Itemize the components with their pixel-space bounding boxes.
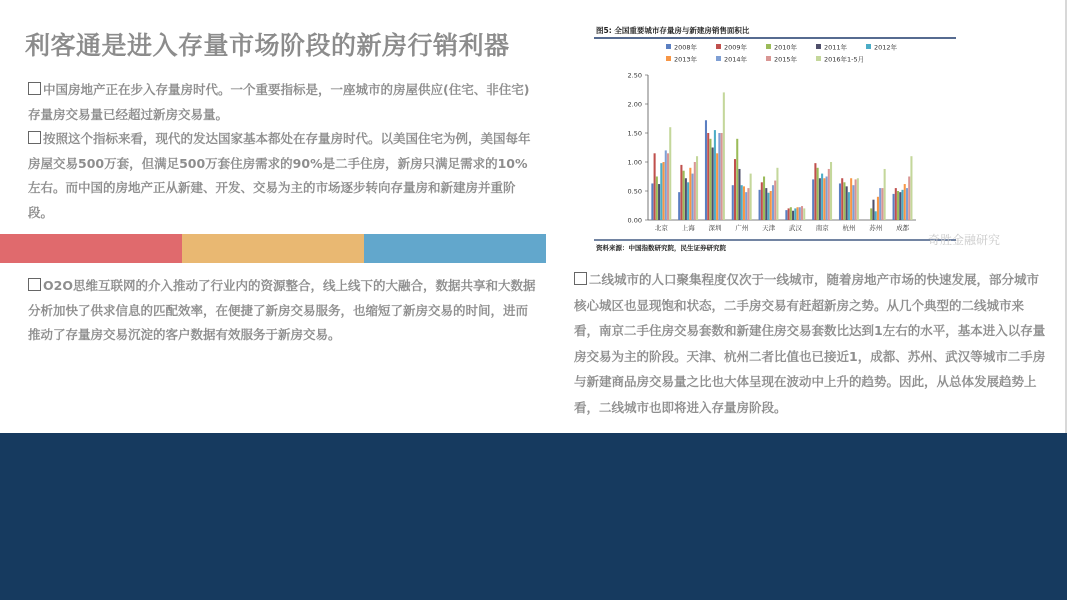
intro-bullet-2 [28, 127, 540, 225]
bar-5-2 [790, 207, 792, 220]
chart-source: 资料来源：中国指数研究院，民生证券研究院 [596, 244, 726, 252]
bar-1-4 [687, 182, 689, 220]
legend-swatch-8 [816, 56, 821, 61]
bar-4-8 [776, 168, 778, 220]
bar-8-2 [870, 208, 872, 220]
y-tick-label-0: 0.00 [627, 216, 642, 225]
bar-3-8 [750, 174, 752, 220]
bar-5-8 [803, 208, 805, 220]
bar-7-5 [850, 178, 852, 220]
x-tick-label-2: 深圳 [708, 224, 722, 232]
bar-1-7 [694, 162, 696, 220]
legend-label-8: 2016年1-5月 [824, 55, 865, 64]
bar-3-7 [747, 188, 749, 220]
legend-swatch-1 [716, 44, 721, 49]
bar-4-5 [770, 191, 772, 220]
y-tick-label-1: 0.50 [627, 187, 642, 196]
second-tier-text-body: 二线城市的人口聚集程度仅次于一线城市，随着房地产市场的快速发展，部分城市核心城区也显现饱和状态，二手房交易有赶超新房之势。从几个典型的二线城市来看，南京二手住房交易套数和新建住房交易套数比达到1左右的水平，基本进入以存量房交易为主的阶段。天津、杭州二者比值也已接近1，成都、苏州、武汉等城市二手房与新建商品房交易量之比也大体呈现在波动中上升的趋势。因此，从总体发展趋势上看，二线城市也即将进入存量房阶段。 [574, 272, 1046, 415]
bar-5-4 [794, 208, 796, 220]
bar-8-8 [884, 169, 886, 220]
bar-4-4 [767, 193, 769, 220]
legend-label-0: 2008年 [674, 43, 698, 52]
x-tick-label-7: 杭州 [842, 224, 856, 232]
bar-6-5 [823, 178, 825, 220]
bar-1-2 [683, 171, 685, 220]
bar-8-5 [877, 197, 879, 220]
bar-0-2 [656, 177, 658, 221]
bar-1-1 [680, 165, 682, 220]
legend-label-4: 2012年 [874, 43, 898, 52]
x-tick-label-9: 成都 [896, 224, 910, 232]
bar-9-1 [895, 188, 897, 220]
bar-5-1 [788, 208, 790, 220]
bar-8-6 [879, 188, 881, 220]
color-band-blue [364, 234, 546, 263]
bar-2-6 [718, 133, 720, 220]
bar-0-3 [658, 184, 660, 220]
bar-3-3 [738, 169, 740, 220]
bar-0-6 [665, 150, 667, 220]
bar-8-3 [872, 200, 874, 220]
color-band-orange [182, 234, 364, 263]
bar-0-0 [651, 183, 653, 220]
bar-6-8 [830, 162, 832, 220]
bar-9-2 [897, 191, 899, 220]
bar-4-7 [774, 181, 776, 220]
bar-7-3 [846, 186, 848, 220]
bar-1-0 [678, 192, 680, 220]
city-ratio-chart [586, 20, 1026, 255]
x-tick-label-8: 苏州 [869, 224, 883, 232]
chart-watermark: 奇胜金融研究 [928, 233, 1001, 247]
bar-2-5 [716, 153, 718, 220]
legend-label-1: 2009年 [724, 43, 748, 52]
bar-6-3 [819, 178, 821, 220]
intro-text [28, 78, 540, 225]
x-tick-label-4: 天津 [762, 224, 776, 232]
color-band-red [0, 234, 182, 263]
bar-6-6 [826, 177, 828, 221]
bar-6-4 [821, 174, 823, 220]
bar-6-2 [817, 168, 819, 220]
bar-9-6 [906, 188, 908, 220]
bar-9-3 [899, 192, 901, 220]
bar-3-5 [743, 186, 745, 220]
bar-5-5 [797, 207, 799, 220]
bar-3-6 [745, 192, 747, 220]
x-tick-label-3: 广州 [735, 224, 749, 232]
intro-bullet-1-text: 中国房地产正在步入存量房时代。一个重要指标是，一座城市的房屋供应(住宅、非住宅)存量房交易量已经超过新房交易量。 [28, 82, 530, 122]
bar-2-2 [709, 139, 711, 220]
legend-swatch-7 [766, 56, 771, 61]
bar-2-7 [721, 133, 723, 220]
bar-2-8 [723, 92, 725, 220]
bar-9-4 [901, 190, 903, 220]
bar-2-1 [707, 133, 709, 220]
bar-2-0 [705, 120, 707, 220]
bar-5-7 [801, 206, 803, 220]
legend-swatch-4 [866, 44, 871, 49]
bar-7-0 [839, 183, 841, 220]
checkbox-bullet-icon [28, 82, 41, 95]
bar-3-2 [736, 139, 738, 220]
footer-band [0, 433, 1067, 600]
chart-title: 图5: 全国重要城市存量房与新建房销售面积比 [596, 26, 750, 35]
x-tick-label-5: 武汉 [788, 224, 802, 232]
o2o-text [28, 274, 540, 348]
bar-1-6 [692, 174, 694, 220]
bar-0-8 [669, 127, 671, 220]
x-tick-label-6: 南京 [815, 224, 829, 232]
bar-0-1 [654, 153, 656, 220]
bar-6-7 [828, 169, 830, 220]
bar-4-6 [772, 185, 774, 220]
bar-8-4 [875, 211, 877, 220]
intro-bullet-2-text: 按照这个指标来看，现代的发达国家基本都处在存量房时代。以美国住宅为例，美国每年房屋交易500万套，但满足500万套住房需求的90%是二手住房，新房只满足需求的10%左右。而中国的房地产正从新建、开发、交易为主的市场逐步转向存量房和新建房并重阶段。 [28, 131, 531, 220]
bar-7-7 [855, 179, 857, 220]
y-tick-label-5: 2.50 [627, 71, 642, 80]
second-tier-text [574, 267, 1046, 420]
checkbox-bullet-icon [28, 278, 41, 291]
bar-6-0 [812, 179, 814, 220]
x-tick-label-0: 北京 [654, 224, 668, 232]
bar-3-1 [734, 159, 736, 220]
bar-0-5 [663, 162, 665, 220]
bar-9-8 [910, 156, 912, 220]
bar-4-1 [761, 182, 763, 220]
bar-4-0 [759, 190, 761, 220]
bar-7-1 [841, 178, 843, 220]
bar-5-6 [799, 207, 801, 220]
intro-bullet-1 [28, 78, 540, 127]
legend-label-5: 2013年 [674, 55, 698, 64]
bar-7-4 [848, 192, 850, 220]
bar-2-3 [712, 148, 714, 221]
checkbox-bullet-icon [574, 272, 587, 285]
legend-swatch-5 [666, 56, 671, 61]
legend-label-3: 2011年 [824, 43, 848, 52]
bar-6-1 [814, 163, 816, 220]
legend-label-7: 2015年 [774, 55, 798, 64]
bar-1-5 [689, 168, 691, 220]
legend-label-6: 2014年 [724, 55, 748, 64]
bar-2-4 [714, 130, 716, 220]
bar-7-8 [857, 178, 859, 220]
o2o-text-body: O2O思维互联网的介入推动了行业内的资源整合，线上线下的大融合，数据共享和大数据分析加快了供求信息的匹配效率，在便捷了新房交易服务，也缩短了新房交易的时间，进而推动了存量房交易沉淀的客户数据有效服务于新房交易。 [28, 278, 536, 342]
y-tick-label-3: 1.50 [627, 129, 642, 138]
bar-0-4 [660, 163, 662, 220]
bar-1-3 [685, 178, 687, 220]
page-title: 利客通是进入存量市场阶段的新房行销利器 [25, 31, 510, 60]
bar-7-6 [852, 185, 854, 220]
bar-3-0 [732, 185, 734, 220]
legend-label-2: 2010年 [774, 43, 798, 52]
legend-swatch-2 [766, 44, 771, 49]
y-tick-label-2: 1.00 [627, 158, 642, 167]
bar-5-3 [792, 211, 794, 220]
legend-swatch-3 [816, 44, 821, 49]
bar-9-7 [908, 177, 910, 221]
bar-9-0 [893, 194, 895, 220]
bar-9-5 [904, 184, 906, 220]
bar-8-7 [881, 188, 883, 220]
legend-swatch-6 [716, 56, 721, 61]
bar-0-7 [667, 153, 669, 220]
bar-1-8 [696, 156, 698, 220]
bar-4-3 [765, 188, 767, 220]
legend-swatch-0 [666, 44, 671, 49]
bar-3-4 [741, 185, 743, 220]
checkbox-bullet-icon [28, 131, 41, 144]
bar-5-0 [785, 210, 787, 220]
x-tick-label-1: 上海 [681, 224, 695, 232]
bar-4-2 [763, 177, 765, 221]
bar-7-2 [843, 182, 845, 220]
y-tick-label-4: 2.00 [627, 100, 642, 109]
